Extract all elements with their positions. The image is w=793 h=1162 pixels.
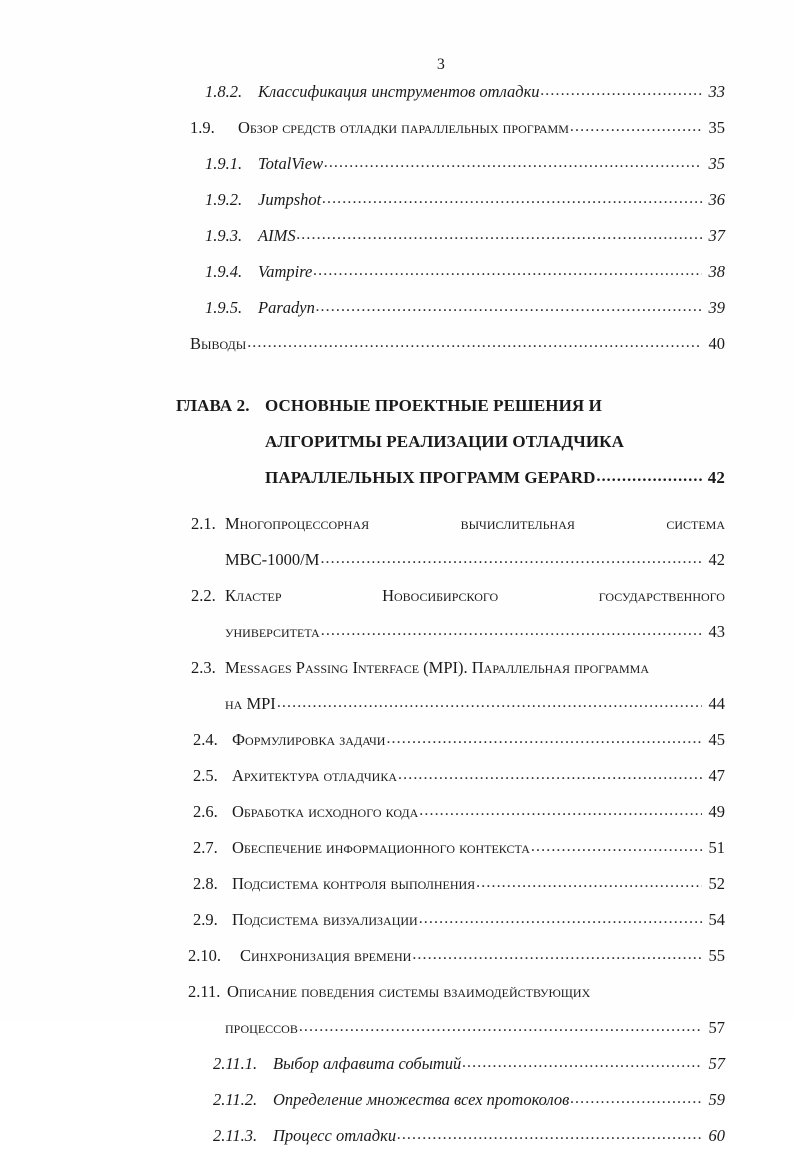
toc-entry-number: 1.9.4. bbox=[205, 262, 243, 281]
toc-entry[interactable] bbox=[0, 910, 793, 946]
toc-entry[interactable] bbox=[0, 82, 793, 118]
toc-entry-title: Выводы bbox=[190, 334, 247, 353]
toc-entry-number: 2.4. bbox=[193, 730, 218, 749]
dot-leader bbox=[570, 1088, 702, 1108]
chapter-heading-line-3 bbox=[0, 468, 793, 504]
toc-entry-page: 57 bbox=[708, 1018, 725, 1037]
toc-entry-title: Обзор средств отладки параллельных программ bbox=[238, 118, 569, 137]
toc-entry-title: Обеспечение информационного контекста bbox=[232, 838, 530, 857]
dot-leader bbox=[398, 764, 702, 784]
dot-leader bbox=[313, 260, 702, 280]
dot-leader bbox=[297, 224, 702, 244]
toc-entry-title: Подсистема визуализации bbox=[232, 910, 418, 929]
toc-entry-number: 2.11.2. bbox=[213, 1090, 258, 1109]
toc-entry-conclusions[interactable] bbox=[0, 334, 793, 370]
dot-leader bbox=[324, 152, 702, 172]
dot-leader bbox=[596, 466, 702, 486]
toc-entry[interactable] bbox=[0, 586, 793, 622]
toc-entry-page: 35 bbox=[708, 154, 725, 173]
toc-entry[interactable] bbox=[0, 658, 793, 694]
toc-entry[interactable] bbox=[0, 874, 793, 910]
toc-entry-number: 2.11.3. bbox=[213, 1126, 258, 1145]
title-word: система bbox=[666, 514, 725, 533]
toc-entry-title: Paradyn bbox=[258, 298, 315, 317]
toc-entry-page: 57 bbox=[708, 1054, 725, 1073]
toc-entry-continuation[interactable] bbox=[0, 622, 793, 658]
dot-leader bbox=[419, 800, 702, 820]
toc-entry-title-line1: Messages Passing Interface (MPI). Параллельная программа bbox=[225, 658, 649, 677]
dot-leader bbox=[322, 188, 702, 208]
toc-entry-title: Выбор алфавита событий bbox=[273, 1054, 462, 1073]
spacer bbox=[0, 504, 793, 514]
chapter-title-line: АЛГОРИТМЫ РЕАЛИЗАЦИИ ОТЛАДЧИКА bbox=[265, 432, 624, 451]
chapter-title-line: ПАРАЛЛЕЛЬНЫХ ПРОГРАММ GEPARD bbox=[265, 468, 596, 487]
toc-entry-title-line2: на MPI bbox=[225, 694, 276, 713]
toc-entry-number: 2.11. bbox=[188, 982, 221, 1001]
toc-entry[interactable] bbox=[0, 190, 793, 226]
chapter-heading-line-1 bbox=[0, 396, 793, 432]
toc-entry-title-line2: университета bbox=[225, 622, 320, 641]
toc-entry-page: 49 bbox=[708, 802, 725, 821]
toc-entry-page: 37 bbox=[708, 226, 725, 245]
title-word: Новосибирского bbox=[382, 586, 499, 605]
toc-entry-page: 39 bbox=[708, 298, 725, 317]
toc-entry-number: 2.8. bbox=[193, 874, 218, 893]
title-word: Кластер bbox=[225, 586, 282, 605]
toc-entry[interactable] bbox=[0, 1126, 793, 1162]
toc-entry-title: Обработка исходного кода bbox=[232, 802, 419, 821]
toc-entry-chapter-2[interactable] bbox=[0, 396, 793, 504]
dot-leader bbox=[531, 836, 702, 856]
toc-entry-page: 54 bbox=[708, 910, 725, 929]
toc-entry-page: 33 bbox=[708, 82, 725, 101]
toc-entry-page: 44 bbox=[708, 694, 725, 713]
toc-entry[interactable] bbox=[0, 226, 793, 262]
chapter-heading-line-2 bbox=[0, 432, 793, 468]
toc-entry-number: 2.2. bbox=[191, 586, 216, 605]
toc-entry-number: 1.9. bbox=[190, 118, 215, 137]
toc-entry[interactable] bbox=[0, 514, 793, 550]
spacer bbox=[0, 370, 793, 382]
toc-entry-number: 1.8.2. bbox=[205, 82, 243, 101]
dot-leader bbox=[462, 1052, 702, 1072]
toc-entry-number: 1.9.5. bbox=[205, 298, 243, 317]
toc-entry-page: 60 bbox=[708, 1126, 725, 1145]
title-word: Многопроцессорная bbox=[225, 514, 370, 533]
dot-leader bbox=[570, 116, 702, 136]
toc-entry-number: 2.5. bbox=[193, 766, 218, 785]
toc-entry-page: 40 bbox=[708, 334, 725, 353]
dot-leader bbox=[277, 692, 702, 712]
toc-entry[interactable] bbox=[0, 1090, 793, 1126]
title-word: вычислительная bbox=[460, 514, 575, 533]
toc-entry-number: 2.1. bbox=[191, 514, 216, 533]
toc-entry-continuation[interactable] bbox=[0, 1018, 793, 1054]
toc-entry-page: 35 bbox=[708, 118, 725, 137]
title-word: государственного bbox=[598, 586, 725, 605]
toc-entry-title: AIMS bbox=[258, 226, 296, 245]
toc-entry-page: 55 bbox=[708, 946, 725, 965]
dot-leader bbox=[397, 1124, 702, 1144]
toc-entry-continuation[interactable] bbox=[0, 694, 793, 730]
toc-entry-number: 2.9. bbox=[193, 910, 218, 929]
dot-leader bbox=[476, 872, 702, 892]
toc-entry-page: 38 bbox=[708, 262, 725, 281]
toc-entry[interactable] bbox=[0, 982, 793, 1018]
toc-entry-title: Подсистема контроля выполнения bbox=[232, 874, 476, 893]
toc-entry-page: 45 bbox=[708, 730, 725, 749]
dot-leader bbox=[412, 944, 702, 964]
toc-entry-title: Процесс отладки bbox=[273, 1126, 397, 1145]
toc-entry-title: Vampire bbox=[258, 262, 313, 281]
toc-entry-number: 2.6. bbox=[193, 802, 218, 821]
chapter-title-line: ОСНОВНЫЕ ПРОЕКТНЫЕ РЕШЕНИЯ И bbox=[265, 396, 602, 415]
toc-entry-title: Синхронизация времени bbox=[240, 946, 412, 965]
toc-entry-page: 59 bbox=[708, 1090, 725, 1109]
dot-leader bbox=[247, 332, 702, 352]
toc-entry-number: 1.9.3. bbox=[205, 226, 243, 245]
toc-entry-page: 51 bbox=[708, 838, 725, 857]
toc-entry[interactable] bbox=[0, 838, 793, 874]
dot-leader bbox=[386, 728, 702, 748]
toc-entry-number: 2.10. bbox=[188, 946, 221, 965]
dot-leader bbox=[541, 80, 702, 100]
dot-leader bbox=[321, 620, 702, 640]
toc-entry-page: 43 bbox=[708, 622, 725, 641]
toc-entry-title-line1 bbox=[225, 586, 725, 606]
toc-entry-title-line1 bbox=[225, 514, 725, 534]
toc-entry-title-line1: Описание поведения системы взаимодействующих bbox=[227, 982, 591, 1001]
toc-entry-title: Классификация инструментов отладки bbox=[258, 82, 540, 101]
toc-entry-page: 42 bbox=[708, 550, 725, 569]
dot-leader bbox=[419, 908, 702, 928]
toc-entry-title-line2: МВС-1000/М bbox=[225, 550, 320, 569]
toc-entry-continuation[interactable] bbox=[0, 550, 793, 586]
toc-entry[interactable] bbox=[0, 802, 793, 838]
toc-entry[interactable] bbox=[0, 298, 793, 334]
toc-entry[interactable] bbox=[0, 1054, 793, 1090]
toc-entry-number: 1.9.1. bbox=[205, 154, 243, 173]
toc-entry[interactable] bbox=[0, 118, 793, 154]
toc-entry-title: TotalView bbox=[258, 154, 324, 173]
toc-entry-title: Jumpshot bbox=[258, 190, 322, 209]
toc-entry-number: 2.11.1. bbox=[213, 1054, 258, 1073]
toc-entry-title: Формулировка задачи bbox=[232, 730, 386, 749]
toc-entry-number: 2.3. bbox=[191, 658, 216, 677]
toc-entry-page: 47 bbox=[708, 766, 725, 785]
dot-leader bbox=[299, 1016, 702, 1036]
dot-leader bbox=[316, 296, 702, 316]
toc-entry-title: Архитектура отладчика bbox=[232, 766, 398, 785]
toc-entry-page: 36 bbox=[708, 190, 725, 209]
toc-entry[interactable] bbox=[0, 154, 793, 190]
toc-entry-page: 52 bbox=[708, 874, 725, 893]
toc-entry-number: 2.7. bbox=[193, 838, 218, 857]
toc-entry-number: 1.9.2. bbox=[205, 190, 243, 209]
toc-entry-title: Определение множества всех протоколов bbox=[273, 1090, 570, 1109]
toc-entry-page: 42 bbox=[707, 468, 725, 487]
toc-entry[interactable] bbox=[0, 730, 793, 766]
page-folio-number: 3 bbox=[436, 56, 446, 73]
toc-entry[interactable] bbox=[0, 262, 793, 298]
toc-entry-title-line2: процессов bbox=[225, 1018, 298, 1037]
table-of-contents bbox=[0, 82, 793, 1162]
dot-leader bbox=[320, 548, 702, 568]
toc-entry[interactable] bbox=[0, 946, 793, 982]
chapter-number: ГЛАВА 2. bbox=[176, 396, 250, 415]
toc-entry[interactable] bbox=[0, 766, 793, 802]
